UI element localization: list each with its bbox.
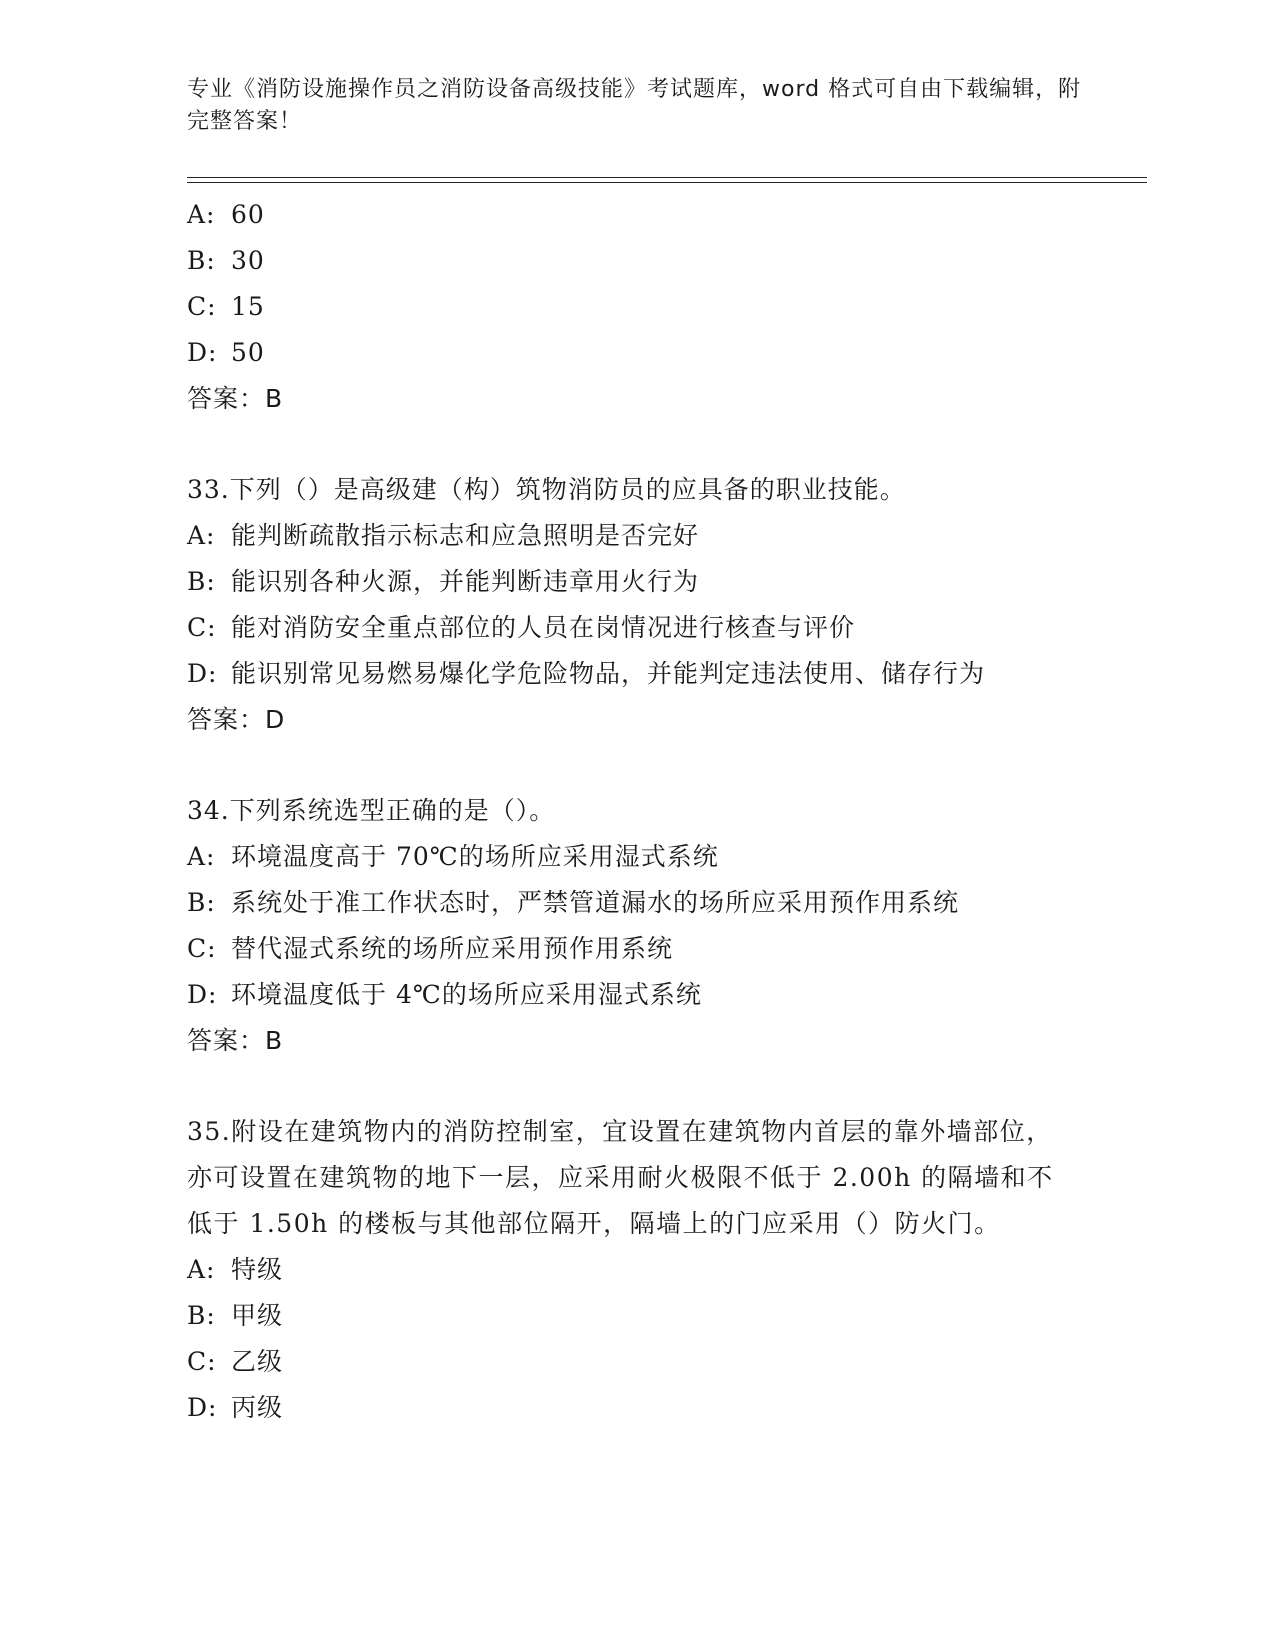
option-b xyxy=(187,880,1087,926)
option-text: 能识别各种火源，并能判断违章用火行为 xyxy=(231,567,700,596)
spacer xyxy=(187,1064,1087,1109)
option-text: 系统处于准工作状态时，严禁管道漏水的场所应采用预作用系统 xyxy=(231,888,960,917)
header-divider-top xyxy=(187,177,1147,178)
option-c xyxy=(187,284,1087,330)
option-label: A: xyxy=(187,200,216,229)
option-label: D: xyxy=(187,980,218,1009)
option-a xyxy=(187,834,1087,880)
option-label: C: xyxy=(187,292,217,321)
option-text: 环境温度高于 70℃的场所应采用湿式系统 xyxy=(231,842,719,871)
option-a xyxy=(187,1247,1087,1293)
question-stem: 35.附设在建筑物内的消防控制室，宜设置在建筑物内首层的靠外墙部位，亦可设置在建筑物的地下一层，应采用耐火极限不低于 2.00h 的隔墙和不低于 1.50h 的楼板与其他部位隔开，隔墙上的门应采用（）防火门。 xyxy=(187,1117,1054,1238)
header-divider-bottom xyxy=(187,182,1147,183)
option-text: 15 xyxy=(231,292,265,321)
spacer xyxy=(187,743,1087,788)
option-label: B: xyxy=(187,1301,216,1330)
option-text: 能对消防安全重点部位的人员在岗情况进行核查与评价 xyxy=(231,613,856,642)
spacer xyxy=(187,422,1087,467)
option-a xyxy=(187,192,1087,238)
option-d xyxy=(187,1385,1087,1431)
question-32 xyxy=(187,192,1087,422)
question-33 xyxy=(187,467,1087,743)
document-header xyxy=(187,74,1087,138)
option-c xyxy=(187,605,1087,651)
question-stem: 34.下列系统选型正确的是（）。 xyxy=(187,796,556,825)
option-text: 能识别常见易燃易爆化学危险物品，并能判定违法使用、储存行为 xyxy=(231,659,986,688)
header-intro-text: 专业《消防设施操作员之消防设备高级技能》考试题库，word 格式可自由下载编辑，附完整答案！ xyxy=(187,77,1082,134)
option-label: C: xyxy=(187,934,217,963)
option-label: A: xyxy=(187,521,216,550)
question-35 xyxy=(187,1109,1087,1431)
answer-line: 答案：D xyxy=(187,705,286,734)
option-label: C: xyxy=(187,1347,217,1376)
question-stem: 33.下列（）是高级建（构）筑物消防员的应具备的职业技能。 xyxy=(187,475,906,504)
question-34 xyxy=(187,788,1087,1064)
answer-line: 答案：B xyxy=(187,1026,284,1055)
option-d xyxy=(187,651,1087,697)
option-c xyxy=(187,926,1087,972)
option-b xyxy=(187,238,1087,284)
answer-line: 答案：B xyxy=(187,384,284,413)
option-b xyxy=(187,1293,1087,1339)
option-text: 能判断疏散指示标志和应急照明是否完好 xyxy=(231,521,700,550)
option-label: D: xyxy=(187,338,218,367)
option-label: C: xyxy=(187,613,217,642)
option-c xyxy=(187,1339,1087,1385)
option-label: D: xyxy=(187,659,218,688)
question-list xyxy=(187,192,1087,1431)
option-text: 替代湿式系统的场所应采用预作用系统 xyxy=(231,934,674,963)
option-text: 60 xyxy=(231,200,265,229)
option-text: 甲级 xyxy=(231,1301,284,1330)
option-b xyxy=(187,559,1087,605)
option-label: D: xyxy=(187,1393,218,1422)
option-text: 特级 xyxy=(231,1255,284,1284)
option-label: B: xyxy=(187,888,216,917)
option-text: 50 xyxy=(231,338,265,367)
option-a xyxy=(187,513,1087,559)
option-text: 30 xyxy=(231,246,265,275)
option-label: B: xyxy=(187,567,216,596)
option-label: A: xyxy=(187,1255,216,1284)
option-label: B: xyxy=(187,246,216,275)
option-d xyxy=(187,972,1087,1018)
option-text: 环境温度低于 4℃的场所应采用湿式系统 xyxy=(231,980,702,1009)
option-text: 丙级 xyxy=(231,1393,284,1422)
option-text: 乙级 xyxy=(231,1347,284,1376)
option-d xyxy=(187,330,1087,376)
option-label: A: xyxy=(187,842,216,871)
